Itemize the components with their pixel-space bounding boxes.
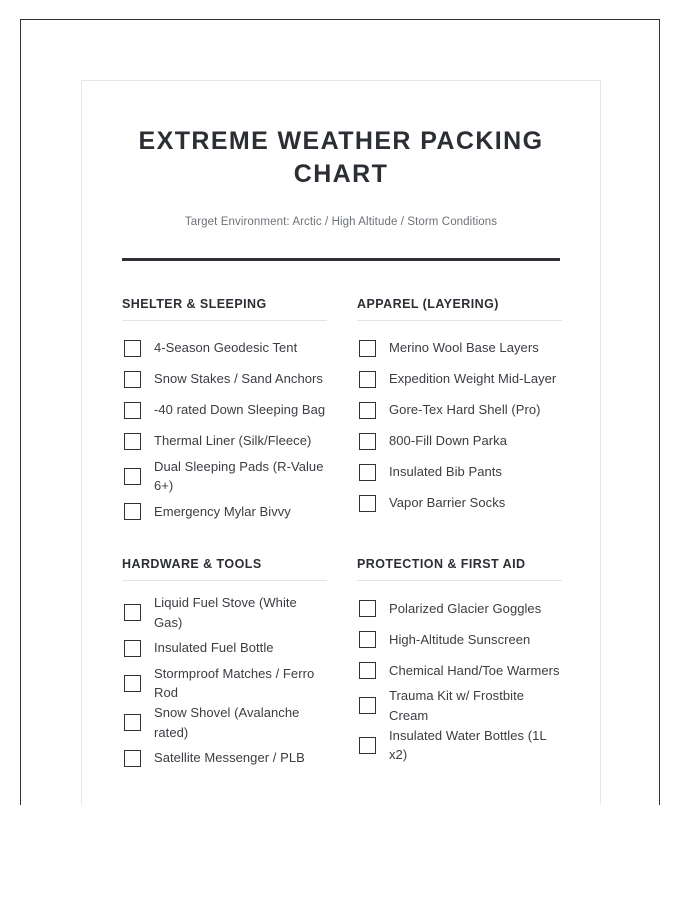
checkbox-icon[interactable] xyxy=(124,402,141,419)
page-frame xyxy=(20,19,660,805)
checklist-item[interactable] xyxy=(122,457,327,497)
checklist-item[interactable] xyxy=(357,457,562,488)
checklist-item-label: Liquid Fuel Stove (White Gas) xyxy=(154,595,297,630)
document-subtitle: Target Environment: Arctic / High Altitude / Storm Conditions xyxy=(184,215,498,228)
checkbox-icon[interactable] xyxy=(124,604,141,621)
checklist-item-label: Polarized Glacier Goggles xyxy=(389,600,542,616)
checkbox-icon[interactable] xyxy=(359,433,376,450)
checkbox-icon[interactable] xyxy=(124,433,141,450)
checklist-item-label: Trauma Kit w/ Frostbite Cream xyxy=(389,688,525,723)
checkbox-icon[interactable] xyxy=(359,340,376,357)
checkbox-icon[interactable] xyxy=(124,503,141,520)
checklist-item-label: Thermal Liner (Silk/Fleece) xyxy=(154,433,312,449)
checklist-item[interactable] xyxy=(122,703,327,743)
checklist-item-label: High-Altitude Sunscreen xyxy=(389,631,531,647)
checklist-item[interactable] xyxy=(122,496,327,527)
checklist-item-label: Merino Wool Base Layers xyxy=(389,340,539,356)
checklist xyxy=(122,581,327,774)
checkbox-icon[interactable] xyxy=(124,371,141,388)
checklist-item[interactable] xyxy=(357,726,562,766)
checkbox-icon[interactable] xyxy=(359,737,376,754)
checklist-item[interactable] xyxy=(357,426,562,457)
section-protection-first-aid xyxy=(357,557,562,774)
section-title: SHELTER & SLEEPING xyxy=(122,297,327,321)
section-shelter-sleeping xyxy=(122,297,327,528)
checklist-item[interactable] xyxy=(357,655,562,686)
checklist-item-label: 4-Season Geodesic Tent xyxy=(154,340,298,356)
checkbox-icon[interactable] xyxy=(124,468,141,485)
checklist-item[interactable] xyxy=(357,686,562,726)
checkbox-icon[interactable] xyxy=(359,495,376,512)
checklist-item[interactable] xyxy=(122,395,327,426)
checkbox-icon[interactable] xyxy=(359,697,376,714)
checklist-item[interactable] xyxy=(122,633,327,664)
checkbox-icon[interactable] xyxy=(359,631,376,648)
checklist-item-label: -40 rated Down Sleeping Bag xyxy=(154,402,326,418)
checklist-sections xyxy=(122,297,560,774)
header-divider xyxy=(122,258,560,261)
checklist-item-label: Snow Stakes / Sand Anchors xyxy=(154,371,323,387)
checkbox-icon[interactable] xyxy=(124,714,141,731)
checklist xyxy=(122,321,327,528)
checkbox-icon[interactable] xyxy=(359,600,376,617)
checklist-item-label: Gore-Tex Hard Shell (Pro) xyxy=(389,402,541,418)
checklist-item[interactable] xyxy=(357,593,562,624)
section-title: PROTECTION & FIRST AID xyxy=(357,557,562,581)
checklist-item[interactable] xyxy=(357,488,562,519)
checklist-item-label: Vapor Barrier Socks xyxy=(389,495,506,511)
checkbox-icon[interactable] xyxy=(124,340,141,357)
checklist-item-label: Dual Sleeping Pads (R-Value 6+) xyxy=(154,458,324,494)
document-header xyxy=(122,81,560,261)
checklist-item-label: Insulated Bib Pants xyxy=(389,464,502,480)
section-hardware-tools xyxy=(122,557,327,774)
checkbox-icon[interactable] xyxy=(359,371,376,388)
checklist-item[interactable] xyxy=(122,664,327,704)
checkbox-icon[interactable] xyxy=(124,750,141,767)
checklist-item-label: Insulated Fuel Bottle xyxy=(154,640,274,656)
checkbox-icon[interactable] xyxy=(124,640,141,657)
checklist-item[interactable] xyxy=(122,333,327,364)
section-title: HARDWARE & TOOLS xyxy=(122,557,327,581)
checklist-item-label: 800-Fill Down Parka xyxy=(389,433,507,449)
section-apparel-layering xyxy=(357,297,562,528)
checklist-item[interactable] xyxy=(357,395,562,426)
checklist-item-label: Expedition Weight Mid-Layer xyxy=(389,371,557,387)
page-title: EXTREME WEATHER PACKING CHART xyxy=(138,127,544,189)
checklist-item[interactable] xyxy=(122,426,327,457)
checklist-item[interactable] xyxy=(122,593,327,633)
checkbox-icon[interactable] xyxy=(359,662,376,679)
checklist-item-label: Satellite Messenger / PLB xyxy=(154,750,305,766)
checkbox-icon[interactable] xyxy=(124,675,141,692)
checklist-item-label: Stormproof Matches / Ferro Rod xyxy=(154,665,315,701)
checkbox-icon[interactable] xyxy=(359,402,376,419)
checklist xyxy=(357,321,562,519)
checklist-item[interactable] xyxy=(357,624,562,655)
packing-chart-sheet xyxy=(81,80,601,805)
checklist-item-label: Emergency Mylar Bivvy xyxy=(154,503,291,519)
checkbox-icon[interactable] xyxy=(359,464,376,481)
section-title: APPAREL (LAYERING) xyxy=(357,297,562,321)
checklist-item[interactable] xyxy=(357,364,562,395)
checklist-item-label: Chemical Hand/Toe Warmers xyxy=(389,662,560,678)
checklist-item[interactable] xyxy=(122,364,327,395)
checklist-item-label: Snow Shovel (Avalanche rated) xyxy=(154,705,300,740)
checklist-item[interactable] xyxy=(122,743,327,774)
checklist-item[interactable] xyxy=(357,333,562,364)
checklist-item-label: Insulated Water Bottles (1L x2) xyxy=(389,727,547,763)
checklist xyxy=(357,581,562,765)
